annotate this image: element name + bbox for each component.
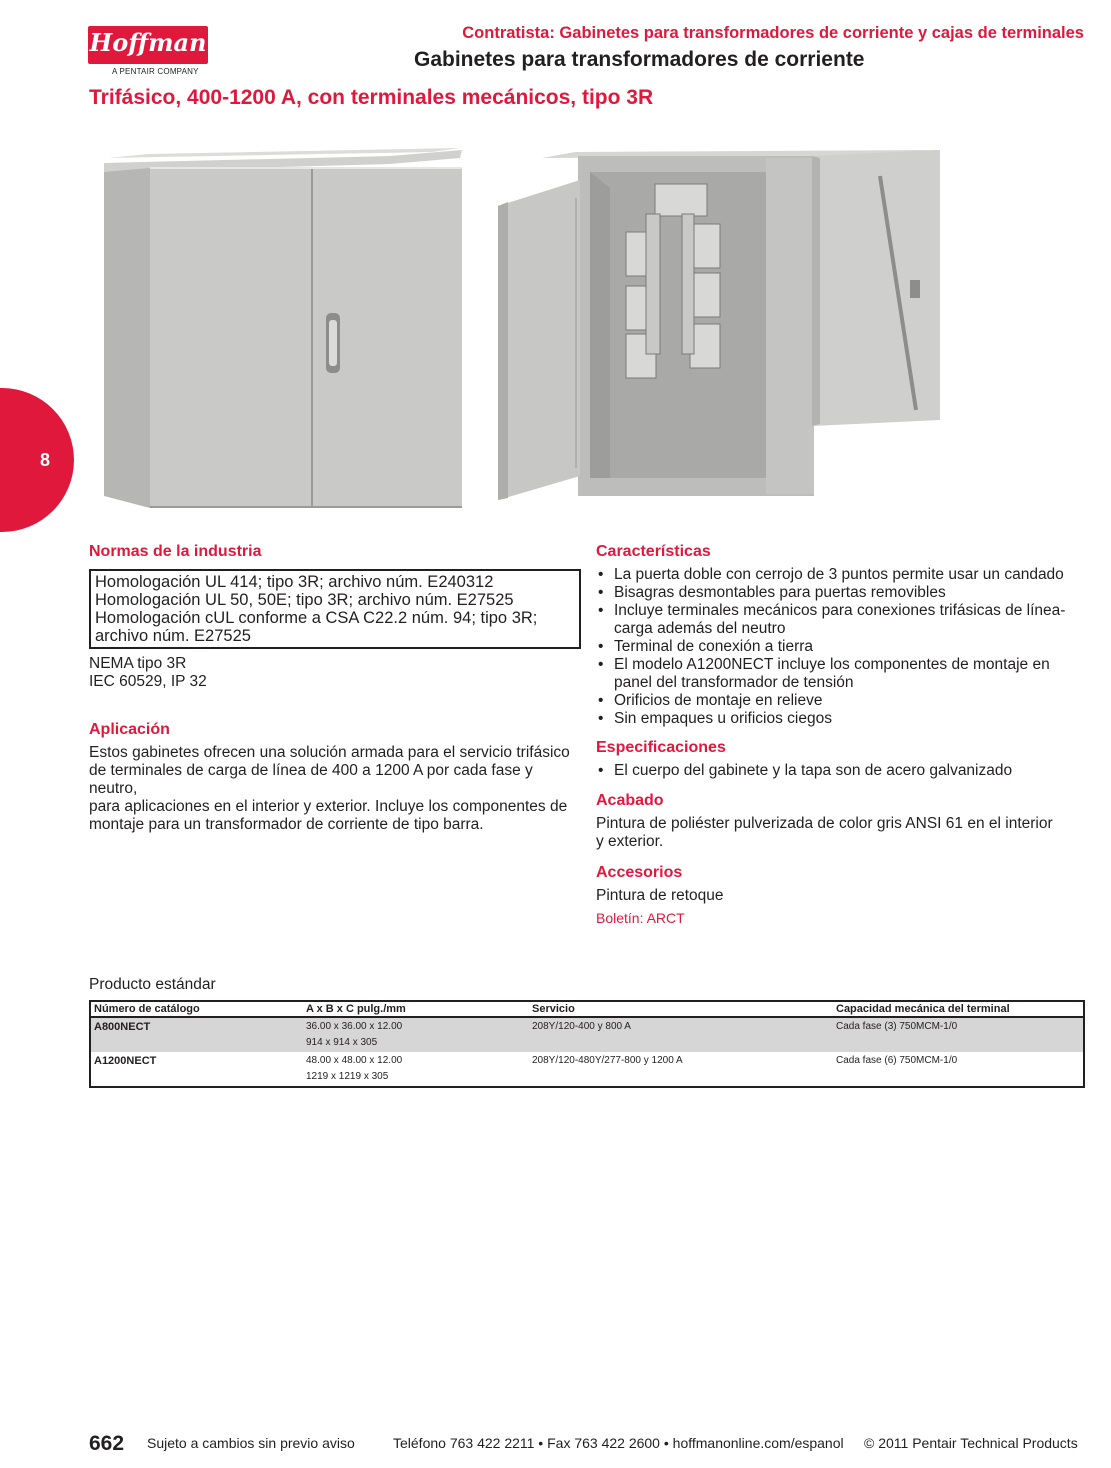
standards-line: Homologación UL 50, 50E; tipo 3R; archivo núm. E27525 <box>95 591 514 609</box>
catalog-number: A800NECT <box>90 1017 303 1052</box>
feature-item: • El modelo A1200NECT incluye los componentes de montaje en panel del transformador de tensión <box>596 656 1074 692</box>
open-cabinet-image <box>498 150 940 500</box>
standards-extra <box>89 655 207 691</box>
industry-standards-heading: Normas de la industria <box>89 543 262 560</box>
logo-tagline: A PENTAIR COMPANY <box>112 67 199 76</box>
standards-line: Homologación cUL conforme a CSA C22.2 núm. 94; tipo 3R; <box>95 609 538 627</box>
closed-cabinet-image <box>104 148 462 508</box>
feature-item: • Incluye terminales mecánicos para conexiones trifásicas de línea-carga además del neutro <box>596 602 1074 638</box>
iec-rating: IEC 60529, IP 32 <box>89 673 207 690</box>
footer-notice: Sujeto a cambios sin previo aviso <box>147 1435 355 1451</box>
dimensions-in: 48.00 x 48.00 x 12.00 <box>306 1055 403 1066</box>
accessories-heading: Accesorios <box>596 864 683 881</box>
dimensions-in: 36.00 x 36.00 x 12.00 <box>306 1021 403 1032</box>
section-tab <box>0 388 74 532</box>
page-title: Gabinetes para transformadores de corriente <box>414 48 865 71</box>
nema-rating: NEMA tipo 3R <box>89 655 187 672</box>
section-header: Contratista: Gabinetes para transformadores de corriente y cajas de terminales <box>462 24 1084 42</box>
table-caption: Producto estándar <box>89 976 216 993</box>
application-line: Estos gabinetes ofrecen una solución armada para el servicio trifásico <box>89 744 570 761</box>
feature-item: • Bisagras desmontables para puertas removibles <box>596 584 1084 602</box>
footer-copyright: © 2011 Pentair Technical Products <box>864 1435 1078 1451</box>
standards-line: Homologación UL 414; tipo 3R; archivo núm. E240312 <box>95 573 494 591</box>
service-cell: 208Y/120-400 y 800 A <box>529 1017 833 1052</box>
specs-list <box>596 762 1084 780</box>
finish-text <box>596 815 1084 851</box>
section-tab-number: 8 <box>40 450 51 470</box>
standards-line: archivo núm. E27525 <box>95 627 251 645</box>
finish-line: y exterior. <box>596 833 664 850</box>
col-header: Número de catálogo <box>90 1001 303 1017</box>
application-line: para aplicaciones en el interior y exterior. Incluye los componentes de <box>89 798 568 815</box>
footer-contact: Teléfono 763 422 2211 • Fax 763 422 2600 • hoffmanonline.com/espanol <box>393 1435 844 1451</box>
table-row <box>90 1052 1084 1087</box>
finish-line: Pintura de poliéster pulverizada de color gris ANSI 61 en el interior <box>596 815 1053 832</box>
dimensions-cell <box>303 1017 529 1052</box>
hoffman-logo <box>88 26 208 64</box>
application-line: montaje para un transformador de corriente de tipo barra. <box>89 816 484 833</box>
spec-item: • El cuerpo del gabinete y la tapa son de acero galvanizado <box>596 762 1084 780</box>
dimensions-cell <box>303 1052 529 1087</box>
application-text <box>89 744 584 834</box>
application-heading: Aplicación <box>89 721 170 738</box>
feature-item: • Orificios de montaje en relieve <box>596 692 1084 710</box>
application-line: de terminales de carga de línea de 400 a 1200 A por cada fase y neutro, <box>89 762 533 797</box>
page-number: 662 <box>89 1432 125 1455</box>
table-row <box>90 1017 1084 1052</box>
dimensions-mm: 1219 x 1219 x 305 <box>306 1071 389 1082</box>
feature-item: • La puerta doble con cerrojo de 3 puntos permite usar un candado <box>596 566 1084 584</box>
specs-heading: Especificaciones <box>596 739 726 756</box>
service-cell: 208Y/120-480Y/277-800 y 1200 A <box>532 1055 683 1066</box>
col-header: Capacidad mecánica del terminal <box>833 1001 1084 1017</box>
catalog-number: A1200NECT <box>94 1055 157 1067</box>
standards-box <box>89 569 581 649</box>
feature-item: • Terminal de conexión a tierra <box>596 638 1084 656</box>
dimensions-mm: 914 x 914 x 305 <box>306 1037 378 1048</box>
feature-item: • Sin empaques u orificios ciegos <box>596 710 1084 728</box>
table-header-row <box>90 1001 1084 1017</box>
cabinet-illustrations <box>90 128 950 530</box>
features-list <box>596 566 1084 728</box>
capacity-cell: Cada fase (3) 750MCM-1/0 <box>833 1017 1084 1052</box>
features-heading: Características <box>596 543 711 560</box>
bulletin-link[interactable]: Boletín: ARCT <box>596 910 685 926</box>
accessory-item: Pintura de retoque <box>596 887 724 904</box>
product-table <box>89 1000 1085 1088</box>
finish-heading: Acabado <box>596 792 664 809</box>
page-subtitle: Trifásico, 400-1200 A, con terminales mecánicos, tipo 3R <box>89 86 654 109</box>
capacity-cell: Cada fase (6) 750MCM-1/0 <box>836 1055 958 1066</box>
col-header: Servicio <box>529 1001 833 1017</box>
logo-brand: Hoffman <box>89 28 207 57</box>
col-header: A x B x C pulg./mm <box>303 1001 529 1017</box>
